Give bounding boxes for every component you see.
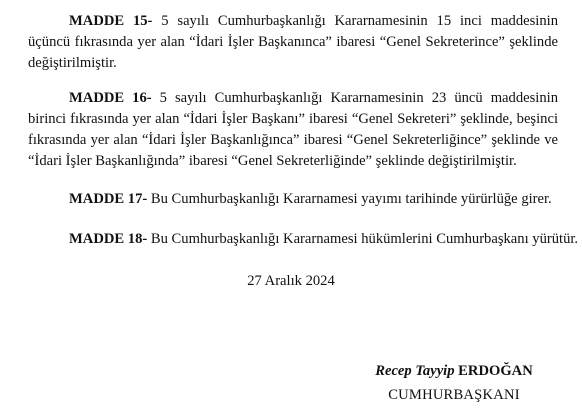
article-16 [28, 88, 558, 172]
article-16-text: 5 sayılı Cumhurbaşkanlığı Kararnamesinin 23 üncü maddesinin birinci fıkrasında yer alan “İdari İşler Başkanı” ibaresi “Genel Sekreteri” şeklinde, beşinci fıkrasında yer alan “İdari İşler Başkanlığınca” ibaresi “Genel Sekreterliğince” şeklinde ve “İdari İşler Başkanlığında” ibaresi “Genel Sekreterliğinde” şeklinde değiştirilmiştir. [28, 90, 558, 169]
article-16-label: MADDE 16- [69, 90, 152, 106]
article-15 [28, 11, 558, 74]
article-18 [69, 229, 578, 250]
signatory-title: CUMHURBAŞKANI [388, 387, 520, 403]
article-17-text: Bu Cumhurbaşkanlığı Kararnamesi yayımı tarihinde yürürlüğe girer. [147, 191, 552, 207]
signatory-name [346, 361, 562, 382]
signatory-given-name: Recep Tayyip [375, 363, 459, 379]
article-15-text: 5 sayılı Cumhurbaşkanlığı Kararnamesinin 15 inci maddesinin üçüncü fıkrasında yer alan “İdari İşler Başkanınca” ibaresi “Genel Sekreterince” şeklinde değiştirilmiştir. [28, 13, 558, 71]
document-date: 27 Aralık 2024 [247, 273, 335, 289]
article-17 [69, 189, 552, 210]
article-18-label: MADDE 18- [69, 231, 148, 247]
signatory-surname: ERDOĞAN [458, 363, 533, 379]
article-17-label: MADDE 17- [69, 191, 148, 207]
article-18-text: Bu Cumhurbaşkanlığı Kararnamesi hükümlerini Cumhurbaşkanı yürütür. [147, 231, 579, 247]
article-15-label: MADDE 15- [69, 13, 153, 29]
